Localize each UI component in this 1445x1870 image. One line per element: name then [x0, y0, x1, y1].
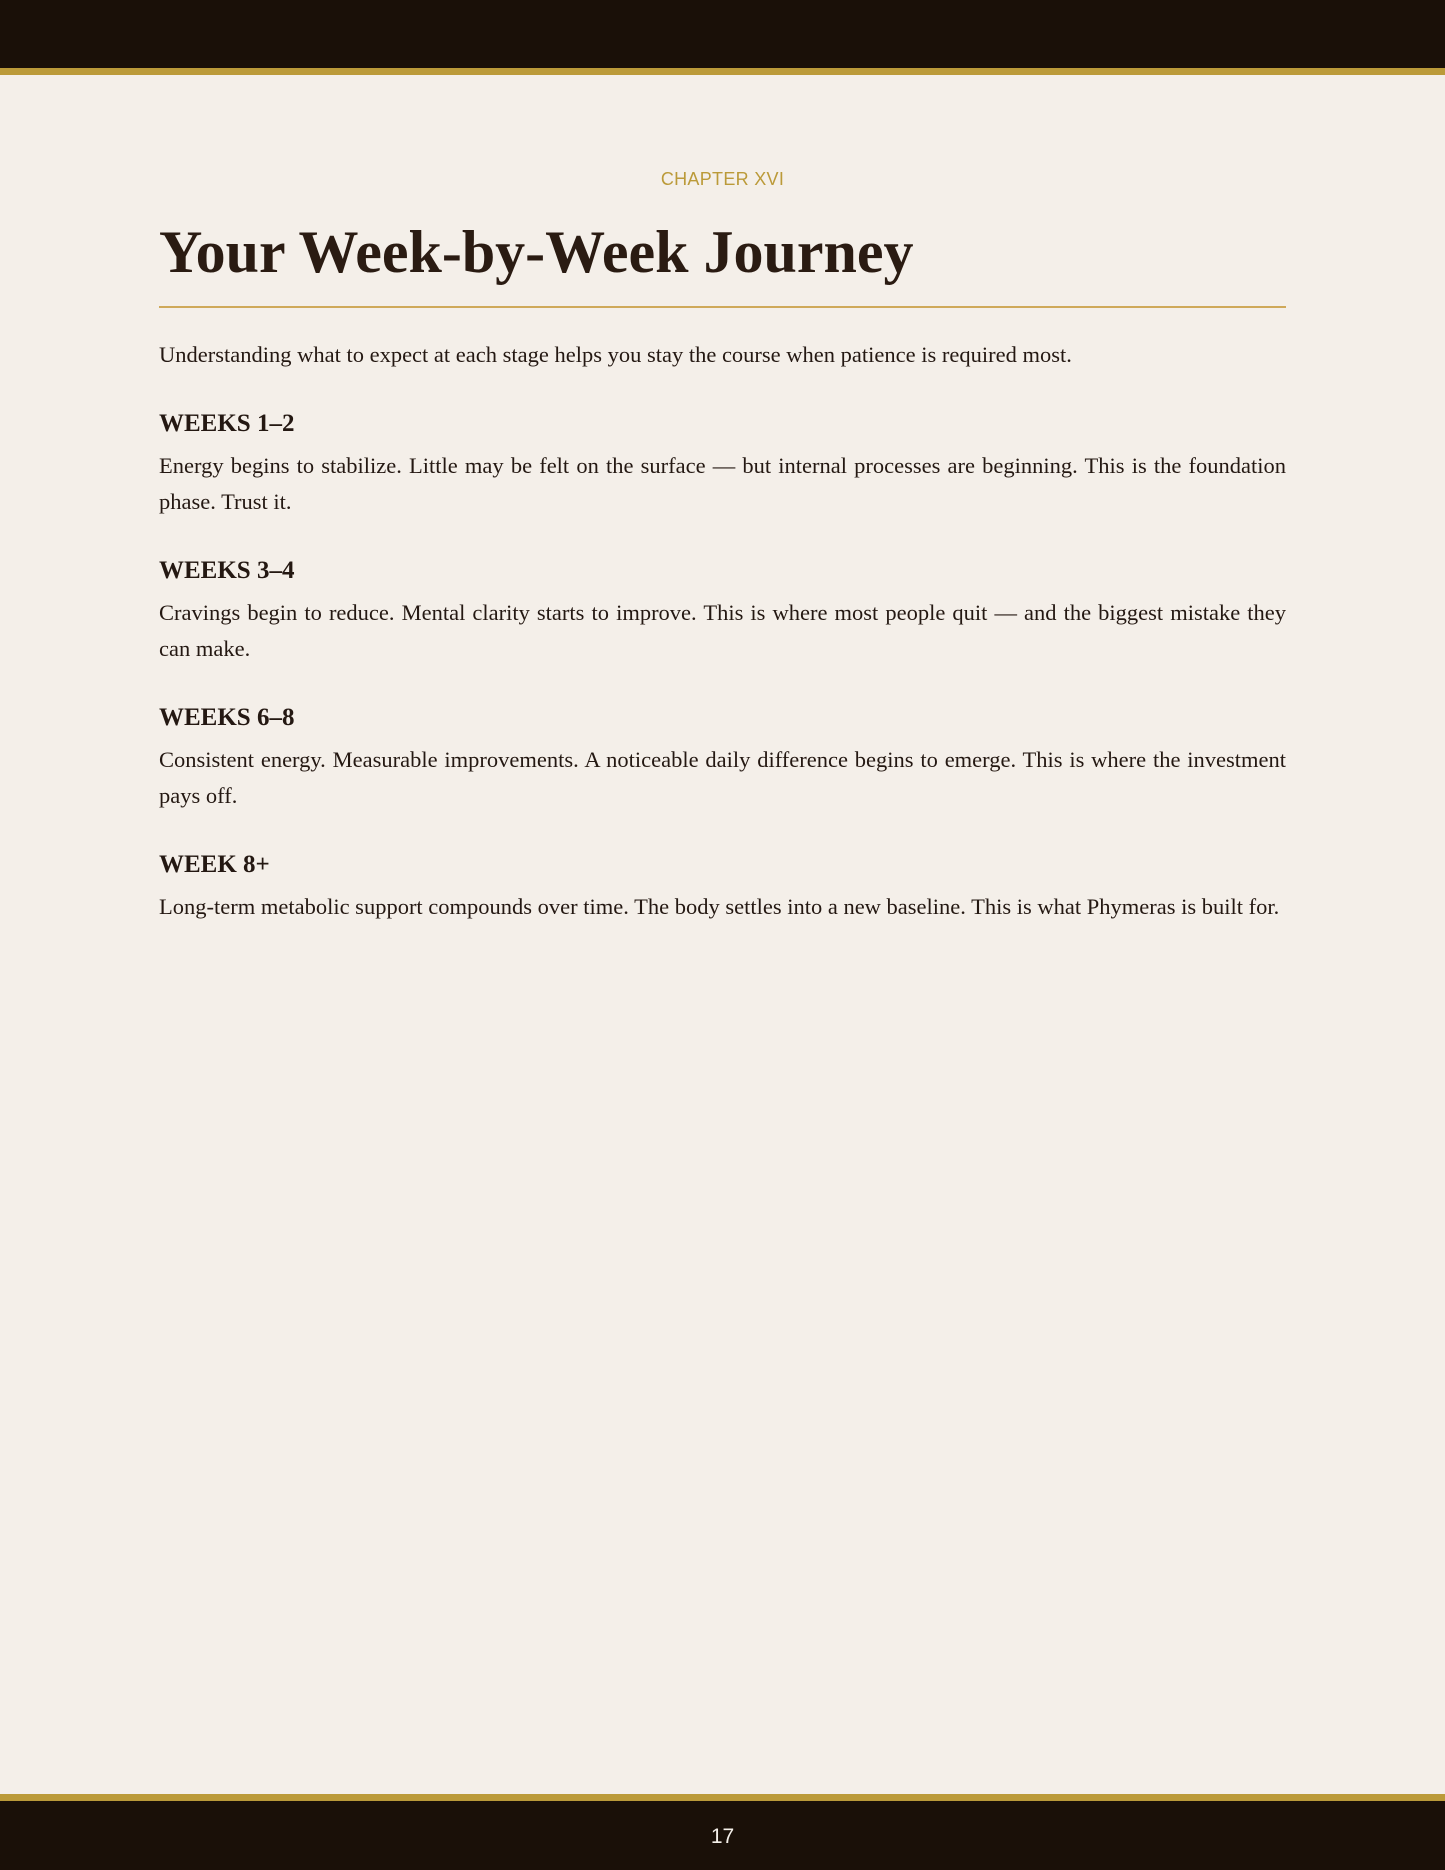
intro-paragraph: Understanding what to expect at each stage helps you stay the course when patience is required most.: [159, 342, 1072, 367]
section-heading: WEEK 8+: [159, 851, 270, 878]
section-body: Cravings begin to reduce. Mental clarity starts to improve. This is where most people quit — and the biggest mistake they can make.: [159, 600, 1286, 661]
section-weeks-1-2: [159, 406, 1286, 520]
page-content: [159, 164, 1286, 925]
title-divider: [159, 306, 1286, 308]
header-band: [0, 0, 1445, 68]
page-number: 17: [710, 1825, 735, 1848]
section-heading: WEEKS 3–4: [159, 557, 295, 584]
header-gold-rule: [0, 68, 1445, 75]
section-heading: WEEKS 6–8: [159, 704, 295, 731]
page-title: Your Week-by-Week Journey: [159, 219, 914, 285]
chapter-label: CHAPTER XVI: [660, 169, 785, 189]
section-heading: WEEKS 1–2: [159, 410, 295, 437]
section-week-8-plus: [159, 847, 1286, 925]
section-weeks-6-8: [159, 700, 1286, 814]
section-body: Consistent energy. Measurable improvements. A noticeable daily difference begins to emerge. This is where the investment pays off.: [159, 747, 1286, 808]
section-weeks-3-4: [159, 553, 1286, 667]
section-body: Long-term metabolic support compounds over time. The body settles into a new baseline. This is what Phymeras is built for.: [159, 894, 1280, 919]
section-body: Energy begins to stabilize. Little may be felt on the surface — but internal processes are beginning. This is the foundation phase. Trust it.: [159, 453, 1286, 514]
footer-gold-rule: [0, 1794, 1445, 1801]
